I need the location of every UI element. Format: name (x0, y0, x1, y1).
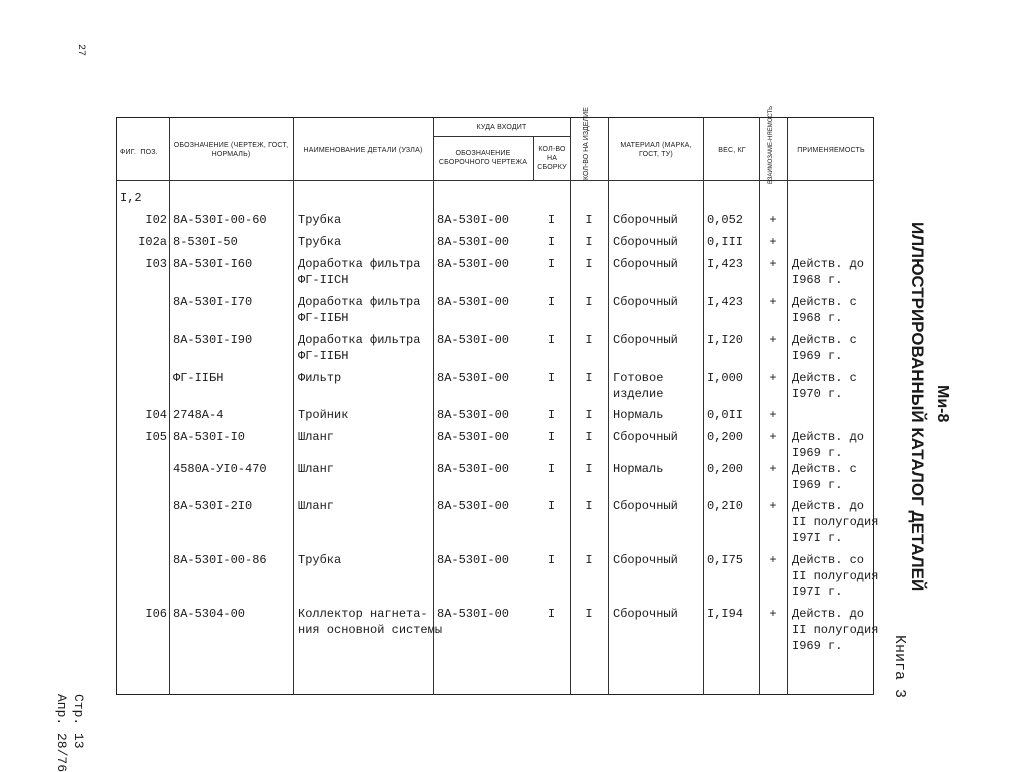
header-designation: ОБОЗНАЧЕНИЕ (ЧЕРТЕЖ, ГОСТ, НОРМАЛЬ) (173, 142, 289, 158)
row-name: Доработка фильтра (298, 295, 421, 309)
page-number: Стр. 13 (71, 694, 86, 749)
row-material: Сборочный (613, 213, 678, 227)
row-qty-product: I (585, 257, 593, 271)
header-qty-product: КОЛ-ВО НА ИЗДЕЛИЕ (583, 107, 590, 180)
row-interchange: + (769, 257, 777, 271)
row-pos: I04 (145, 408, 167, 422)
row-interchange: + (769, 462, 777, 476)
row-name-cont: ФГ-IIБН (298, 311, 349, 325)
row-qty-assembly: I (547, 607, 556, 621)
row-interchange: + (769, 371, 777, 385)
row-name: Трубка (298, 553, 342, 567)
row-qty-product: I (585, 295, 593, 309)
row-qty-assembly: I (547, 235, 556, 249)
row-applicability-cont: I969 г. (792, 639, 843, 653)
corner-mark: 27 (75, 44, 86, 57)
header-where-used: КУДА ВХОДИТ (476, 123, 527, 131)
row-applicability: Действ. до (792, 257, 865, 271)
row-name: Шланг (298, 499, 335, 513)
row-applicability-cont: II полугодия (792, 569, 879, 583)
row-designation: 8А-530I-I70 (173, 295, 253, 309)
row-pos: I03 (145, 257, 167, 271)
row-applicability-cont: I97I г. (792, 585, 843, 599)
row-applicability-cont: I969 г. (792, 446, 843, 460)
row-applicability: Действ. с (792, 462, 857, 476)
row-designation: 4580А-УI0-470 (173, 462, 267, 476)
row-qty-product: I (585, 462, 593, 476)
row-material: Сборочный (613, 257, 678, 271)
row-name-cont: ния основной системы (298, 623, 443, 637)
row-applicability: Действ. с (792, 295, 857, 309)
row-applicability-cont: I968 г. (792, 273, 843, 287)
row-material: Сборочный (613, 430, 678, 444)
row-interchange: + (769, 213, 777, 227)
header-weight: ВЕС, КГ (718, 146, 746, 154)
row-drawing: 8А-530I-00 (437, 333, 510, 347)
row-weight: I,423 (707, 295, 744, 309)
row-name-cont: ФГ-IIБН (298, 349, 349, 363)
row-qty-assembly: I (547, 257, 556, 271)
figure-label: I,2 (120, 191, 142, 205)
row-qty-product: I (585, 408, 593, 422)
row-weight: 0,0II (707, 408, 744, 422)
row-applicability-cont: I97I г. (792, 531, 843, 545)
row-interchange: + (769, 430, 777, 444)
row-qty-product: I (585, 371, 593, 385)
row-drawing: 8А-530I-00 (437, 553, 510, 567)
row-qty-assembly: I (547, 499, 556, 513)
row-drawing: 8А-530I-00 (437, 235, 510, 249)
row-qty-assembly: I (547, 213, 556, 227)
row-qty-product: I (585, 333, 593, 347)
header-assembly-drawing: ОБОЗНАЧЕНИЕ СБОРОЧНОГО ЧЕРТЕЖА (438, 150, 528, 166)
rule (608, 118, 609, 694)
row-material: Нормаль (613, 462, 664, 476)
row-material-cont: изделие (613, 387, 664, 401)
row-interchange: + (769, 408, 777, 422)
row-designation: 8А-530I-I0 (173, 430, 246, 444)
row-name: Доработка фильтра (298, 333, 421, 347)
row-pos: I06 (145, 607, 167, 621)
row-interchange: + (769, 499, 777, 513)
book-number: Книга 3 (891, 635, 908, 699)
row-qty-assembly: I (547, 333, 556, 347)
row-pos: I02 (145, 213, 167, 227)
row-qty-product: I (585, 213, 593, 227)
row-qty-assembly: I (547, 408, 556, 422)
row-drawing: 8А-530I-00 (437, 607, 510, 621)
row-applicability-cont: I969 г. (792, 478, 843, 492)
parts-table (116, 105, 879, 695)
catalog-title: ИЛЛЮСТРИРОВАННЫЙ КАТАЛОГ ДЕТАЛЕЙ (908, 222, 927, 592)
row-interchange: + (769, 333, 777, 347)
row-drawing: 8А-530I-00 (437, 408, 510, 422)
row-name: Фильтр (298, 371, 342, 385)
row-applicability-cont: I969 г. (792, 349, 843, 363)
row-applicability: Действ. со (792, 553, 865, 567)
row-designation: 8-530I-50 (173, 235, 238, 249)
row-weight: I,I94 (707, 607, 744, 621)
row-applicability-cont: II полугодия (792, 515, 879, 529)
row-material: Сборочный (613, 235, 678, 249)
row-drawing: 8А-530I-00 (437, 295, 510, 309)
row-qty-assembly: I (547, 430, 556, 444)
row-weight: I,I20 (707, 333, 744, 347)
header-fig-pos: ФИГ. ПОЗ. (120, 148, 158, 156)
row-name-cont: ФГ-IIСН (298, 273, 349, 287)
row-designation: 8А-5304-00 (173, 607, 246, 621)
row-weight: 0,200 (707, 430, 744, 444)
rule (293, 118, 294, 694)
row-interchange: + (769, 295, 777, 309)
row-qty-product: I (585, 235, 593, 249)
row-drawing: 8А-530I-00 (437, 213, 510, 227)
revision-date: Апр. 28/76 (54, 694, 69, 772)
row-qty-product: I (585, 499, 593, 513)
row-qty-assembly: I (547, 553, 556, 567)
row-name: Коллектор нагнета- (298, 607, 428, 621)
rule (703, 118, 704, 694)
rule (117, 180, 873, 181)
row-drawing: 8А-530I-00 (437, 462, 510, 476)
row-drawing: 8А-530I-00 (437, 371, 510, 385)
row-qty-product: I (585, 607, 593, 621)
row-weight: I,423 (707, 257, 744, 271)
row-material: Готовое (613, 371, 664, 385)
row-designation: 8А-530I-00-86 (173, 553, 267, 567)
row-weight: 0,052 (707, 213, 744, 227)
row-name: Доработка фильтра (298, 257, 421, 271)
row-material: Сборочный (613, 295, 678, 309)
row-weight: 0,III (707, 235, 744, 249)
row-name: Трубка (298, 235, 342, 249)
row-designation: 8А-530I-I90 (173, 333, 253, 347)
header-material: МАТЕРИАЛ (МАРКА, ГОСТ, ТУ) (620, 142, 692, 158)
row-applicability: Действ. с (792, 333, 857, 347)
row-name: Шланг (298, 462, 335, 476)
row-name: Тройник (298, 408, 349, 422)
row-designation: 8А-530I-2I0 (173, 499, 253, 513)
row-material: Сборочный (613, 607, 678, 621)
row-weight: 0,2I0 (707, 499, 744, 513)
row-interchange: + (769, 235, 777, 249)
row-qty-assembly: I (547, 462, 556, 476)
row-applicability: Действ. до (792, 430, 865, 444)
row-applicability: Действ. до (792, 499, 865, 513)
row-pos: I05 (145, 430, 167, 444)
aircraft-model: Ми-8 (934, 385, 951, 423)
row-drawing: 8А-530I-00 (437, 257, 510, 271)
row-qty-assembly: I (547, 371, 556, 385)
header-interchangeability: ВЗАИМОЗАМЕ-НЯЕМОСТЬ (768, 105, 774, 184)
row-designation: 8А-530I-I60 (173, 257, 253, 271)
row-applicability-cont: I970 г. (792, 387, 843, 401)
row-applicability: Действ. с (792, 371, 857, 385)
row-interchange: + (769, 607, 777, 621)
header-qty-assembly: КОЛ-ВО НА СБОРКУ (537, 145, 567, 171)
row-designation: ФГ-IIБН (173, 371, 224, 385)
row-material: Сборочный (613, 333, 678, 347)
rule (787, 118, 788, 694)
row-weight: I,000 (707, 371, 744, 385)
rule (433, 118, 434, 694)
row-material: Нормаль (613, 408, 664, 422)
row-qty-product: I (585, 553, 593, 567)
row-applicability: Действ. до (792, 607, 865, 621)
row-applicability-cont: II полугодия (792, 623, 879, 637)
row-qty-product: I (585, 430, 593, 444)
rule (433, 136, 570, 137)
row-name: Трубка (298, 213, 342, 227)
header-applicability: ПРИМЕНЯЕМОСТЬ (797, 146, 865, 154)
row-designation: 8А-530I-00-60 (173, 213, 267, 227)
row-interchange: + (769, 553, 777, 567)
row-drawing: 8А-530I-00 (437, 499, 510, 513)
row-name: Шланг (298, 430, 335, 444)
row-weight: 0,200 (707, 462, 744, 476)
row-applicability-cont: I968 г. (792, 311, 843, 325)
rule (169, 118, 170, 694)
row-pos: I02a (138, 235, 167, 249)
header-name: НАИМЕНОВАНИЕ ДЕТАЛИ (УЗЛА) (303, 146, 423, 154)
row-drawing: 8А-530I-00 (437, 430, 510, 444)
row-qty-assembly: I (547, 295, 556, 309)
row-weight: 0,I75 (707, 553, 744, 567)
row-designation: 2748А-4 (173, 408, 224, 422)
row-material: Сборочный (613, 499, 678, 513)
row-material: Сборочный (613, 553, 678, 567)
